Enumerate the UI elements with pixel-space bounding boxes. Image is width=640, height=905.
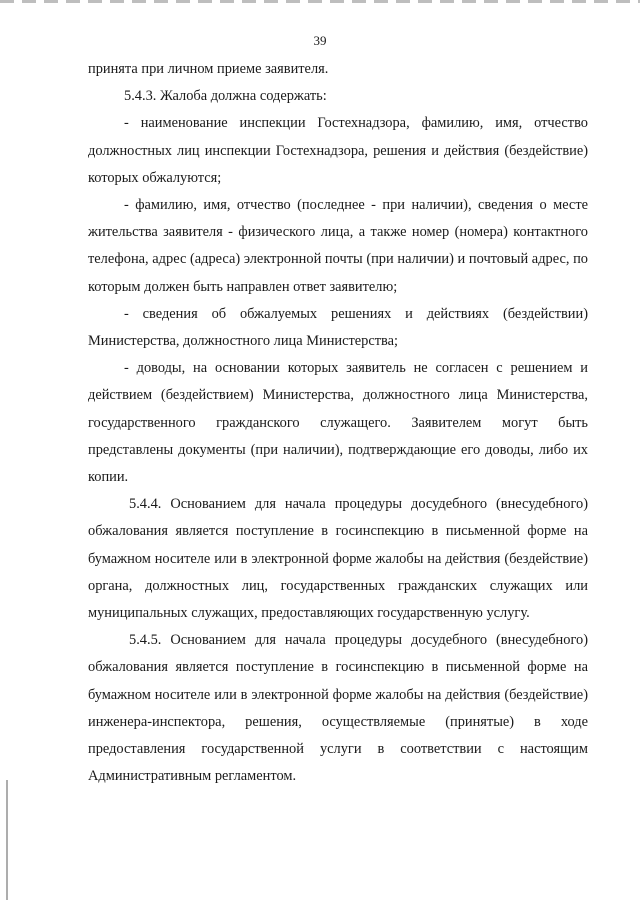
paragraph-5-4-5: 5.4.5. Основанием для начала процедуры досудебного (внесудебного) обжалования является поступление в госинспекцию в письменной форме на бумажном носителе или в электронной форме жалобы на действия (бездействие) инженера-инспектора, решения, осуществляемые (принятые) в ходе предоставления государственной услуги в соответствии с настоящим Административным регламентом. bbox=[88, 632, 588, 785]
scan-edge-top bbox=[0, 0, 640, 3]
list-item-applicant-details: - фамилию, имя, отчество (последнее - при наличии), сведения о месте жительства заявителя - физического лица, а также номер (номера) контактного телефона, адрес (адреса) электронной почты (при наличии) и почтовый адрес, по которым должен быть направлен ответ заявителю; bbox=[88, 197, 588, 295]
scan-edge-left bbox=[6, 780, 8, 900]
document-body bbox=[88, 56, 588, 790]
paragraph-5-4-3-heading: 5.4.3. Жалоба должна содержать: bbox=[124, 88, 327, 105]
paragraph-5-4-4: 5.4.4. Основанием для начала процедуры досудебного (внесудебного) обжалования является поступление в госинспекцию в письменной форме на бумажном носителе или в электронной форме жалобы на действия (бездействие) органа, должностных лиц, государственных гражданских служащих или муниципальных служащих, предоставляющих государственную услугу. bbox=[88, 496, 588, 622]
list-item-appealed-decisions: - сведения об обжалуемых решениях и действиях (бездействии) Министерства, должностного лица Министерства; bbox=[88, 305, 588, 350]
list-item-inspection-name: - наименование инспекции Гостехнадзора, фамилию, имя, отчество должностных лиц инспекции Гостехнадзора, решения и действия (бездействие) которых обжалуются; bbox=[88, 115, 588, 186]
list-item-arguments: - доводы, на основании которых заявитель не согласен с решением и действием (бездействием) Министерства, должностного лица Министерства, государственного гражданского служащего. Заявителем могут быть представлены документы (при наличии), подтверждающие его доводы, либо их копии. bbox=[88, 360, 588, 486]
paragraph-continuation: принята при личном приеме заявителя. bbox=[88, 61, 329, 77]
page-number: 39 bbox=[313, 33, 327, 48]
